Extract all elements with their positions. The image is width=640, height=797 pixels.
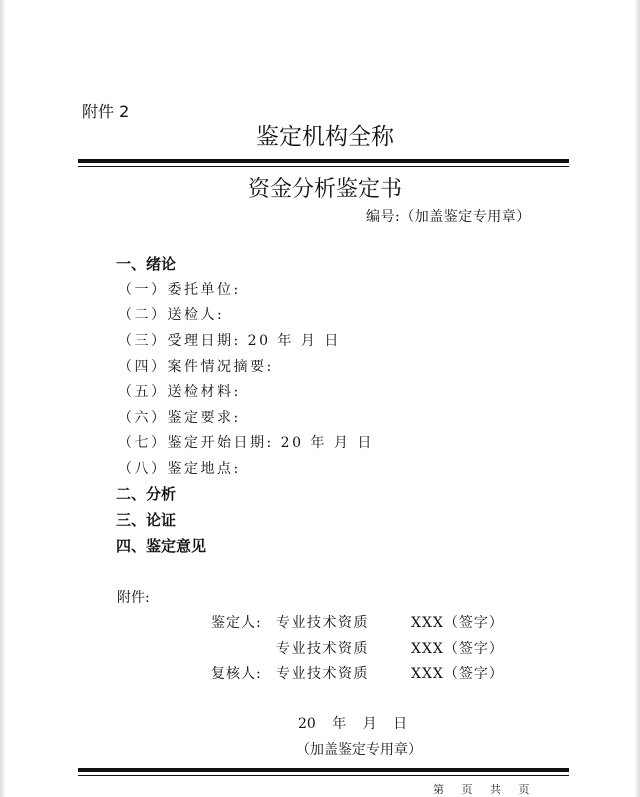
- intro-item-start-date: （七）鉴定开始日期: 20 年 月 日: [118, 435, 374, 451]
- document-number: 编号:（加盖鉴定专用章）: [366, 209, 531, 225]
- attachments-label: 附件:: [117, 590, 150, 606]
- header-rule-thick: [78, 159, 569, 163]
- signature-name: XXX（签字）: [411, 615, 504, 631]
- intro-item-location: （八）鉴定地点:: [118, 461, 241, 477]
- header-rule-thin: [78, 166, 569, 167]
- signature-name: XXX（签字）: [411, 666, 504, 682]
- signature-name: XXX（签字）: [411, 641, 504, 657]
- intro-item-client: （一）委托单位:: [118, 282, 241, 298]
- intro-item-accept-date: （三）受理日期: 20 年 月 日: [118, 333, 341, 349]
- footer-rule-thin: [78, 775, 569, 776]
- attachment-number: 附件 2: [82, 102, 130, 121]
- document-title: 资金分析鉴定书: [247, 177, 402, 202]
- section-heading-opinion: 四、鉴定意见: [116, 537, 207, 555]
- footer-rule-thick: [78, 768, 569, 772]
- intro-item-submitter: （二）送检人:: [118, 307, 225, 323]
- page-number: 第 页 共 页: [433, 783, 530, 796]
- section-heading-argument: 三、论证: [116, 511, 177, 529]
- signature-qualification: 专业技术资质: [276, 666, 369, 682]
- signature-role-reviewer: 复核人:: [211, 666, 262, 682]
- section-heading-intro: 一、绪论: [116, 255, 177, 273]
- intro-item-requirements: （六）鉴定要求:: [118, 410, 241, 426]
- intro-item-case-summary: （四）案件情况摘要:: [118, 359, 274, 375]
- organization-name: 鉴定机构全称: [256, 124, 394, 150]
- signature-qualification: 专业技术资质: [276, 615, 369, 631]
- signature-qualification: 专业技术资质: [276, 641, 369, 657]
- closing-seal: （加盖鉴定专用章）: [296, 742, 422, 758]
- section-heading-analysis: 二、分析: [116, 485, 177, 503]
- closing-date: 20 年 月 日: [298, 716, 408, 732]
- signature-role-appraiser: 鉴定人:: [211, 615, 262, 631]
- intro-item-materials: （五）送检材料:: [118, 384, 241, 400]
